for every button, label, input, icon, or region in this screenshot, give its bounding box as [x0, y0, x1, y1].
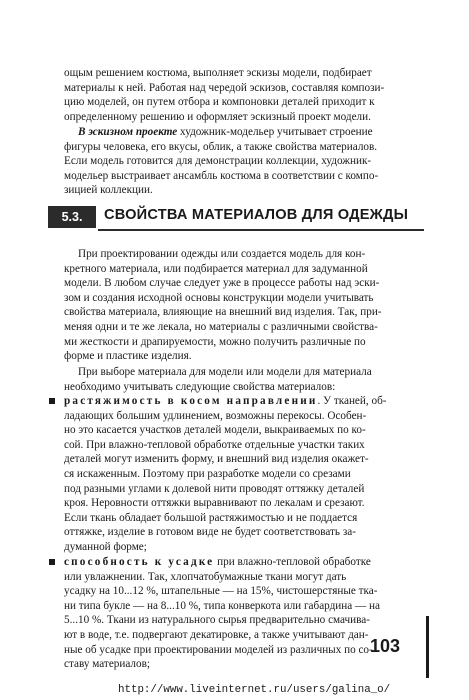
text-line: свойства материала, влияющие на внешний вид изделия. Так, при- — [64, 306, 382, 319]
text-line: ладающих большим удлинением, возможны перекосы. Особен- — [64, 409, 367, 422]
text-line: оттяжке, изделие в готовом виде не будет соответствовать за- — [64, 526, 356, 539]
text-line: Если модель готовится для демонстрации коллекции, художник- — [64, 155, 372, 168]
text-line: модельер выстраивает ансамбль костюма в соответствии с компо- — [64, 169, 379, 182]
text-line — [64, 394, 424, 409]
text-line: ные об усадке при проектировании моделей из различных по со- — [64, 643, 373, 656]
page-number-bar — [426, 616, 429, 678]
sketch-paragraph — [64, 125, 424, 198]
text-line: ощым решением костюма, выполняет эскизы модели, подбирает — [64, 67, 372, 79]
bullet-first-line — [64, 555, 424, 570]
text-line: деталей могут изменить форму, и внешний вид изделия окажет- — [64, 453, 369, 466]
text-line: форме и пластике изделия. — [64, 350, 192, 363]
text-line: ставу материалов; — [64, 658, 150, 671]
text-line — [64, 555, 424, 570]
lead-rest: художник-модельер учитывает строение — [177, 126, 373, 138]
text-line: необходимо учитывать следующие свойства материалов: — [64, 380, 336, 393]
text-line: или увлажнении. Так, хлопчатобумажные ткани могут дать — [64, 570, 347, 583]
section-title: СВОЙСТВА МАТЕРИАЛОВ ДЛЯ ОДЕЖДЫ — [104, 207, 409, 223]
intro-paragraph — [64, 247, 424, 364]
top-paragraph — [64, 66, 424, 124]
text-line: думанной форме; — [64, 540, 147, 553]
bullet-rest: . У тканей, об- — [317, 395, 387, 407]
footer-url: http://www.liveinternet.ru/users/galina_o/ — [118, 684, 391, 696]
choice-paragraph — [64, 365, 424, 394]
text-line: При проектировании одежды или создается модель для кон- — [78, 248, 366, 260]
text-line: зом и создания исходной основы конструкции модели учитывать — [64, 291, 374, 304]
text-line — [64, 125, 424, 140]
text-line: меняя одни и те же лекала, но материалы с различными свойства- — [64, 320, 378, 333]
text-line: При выборе материала для модели или модели для материала — [78, 366, 372, 378]
section-number: 5.3. — [48, 206, 96, 228]
text-line: цию моделей, он путем отбора и компоновки деталей приходит к — [64, 96, 375, 109]
text-line: кроя. Неровности оттяжки выравнивают по лекалам и срезают. — [64, 497, 365, 510]
text-line: сой. При влажно-тепловой обработке отдельные участки таких — [64, 438, 365, 451]
section-underline — [98, 229, 424, 231]
text-line: под разными углами к долевой нити проводят оттяжку деталей — [64, 482, 365, 495]
text-line: ся искаженным. Поэтому при разработке модели со срезами — [64, 467, 351, 480]
text-line: ют в воде, т.е. подвергают декатировке, а также учитывают дан- — [64, 628, 369, 641]
text-line: 5...10 %. Ткани из натурального сырья предварительно смачива- — [64, 614, 370, 627]
page-number: 103 — [370, 636, 401, 656]
bullet-square-icon — [49, 398, 55, 404]
lead-term: В эскизном проекте — [78, 126, 178, 138]
text-line: ни типа букле — на 8...10 %, типа конверкота или габардина — на — [64, 599, 380, 612]
bullet-item — [64, 394, 424, 555]
bullet-term: растяжимость в косом направлении — [64, 395, 318, 407]
bullet-first-line — [64, 394, 424, 409]
text-line: определенному решению и оформляет эскизный проект модели. — [64, 110, 371, 123]
text-line: ми жесткости и драпируемости, можно получить различные по — [64, 335, 366, 348]
section-heading — [46, 202, 426, 230]
bullet-term: способность к усадке — [64, 556, 215, 568]
bullet-square-icon — [49, 559, 55, 565]
text-line: но это касается участков деталей модели, выкраиваемых по ко- — [64, 424, 366, 437]
text-line: зицией коллекции. — [64, 184, 153, 197]
text-line: фигуры человека, его вкусы, облик, а также свойства материалов. — [64, 140, 378, 153]
text-line: усадку на 10...12 %, штапельные — на 15%, чистошерстяные тка- — [64, 585, 378, 598]
text-line: материалы к ней. Работая над чередой эскизов, составляя компози- — [64, 81, 385, 94]
bullet-rest: при влажно-тепловой обработке — [214, 556, 371, 568]
text-line: кретного материала, или подбирается материал для задуманной — [64, 262, 368, 275]
text-line: модели. В любом случае следует уже в процессе работы над эски- — [64, 277, 380, 290]
text-line: Если ткань обладает большой растяжимостью и не поддается — [64, 511, 358, 524]
